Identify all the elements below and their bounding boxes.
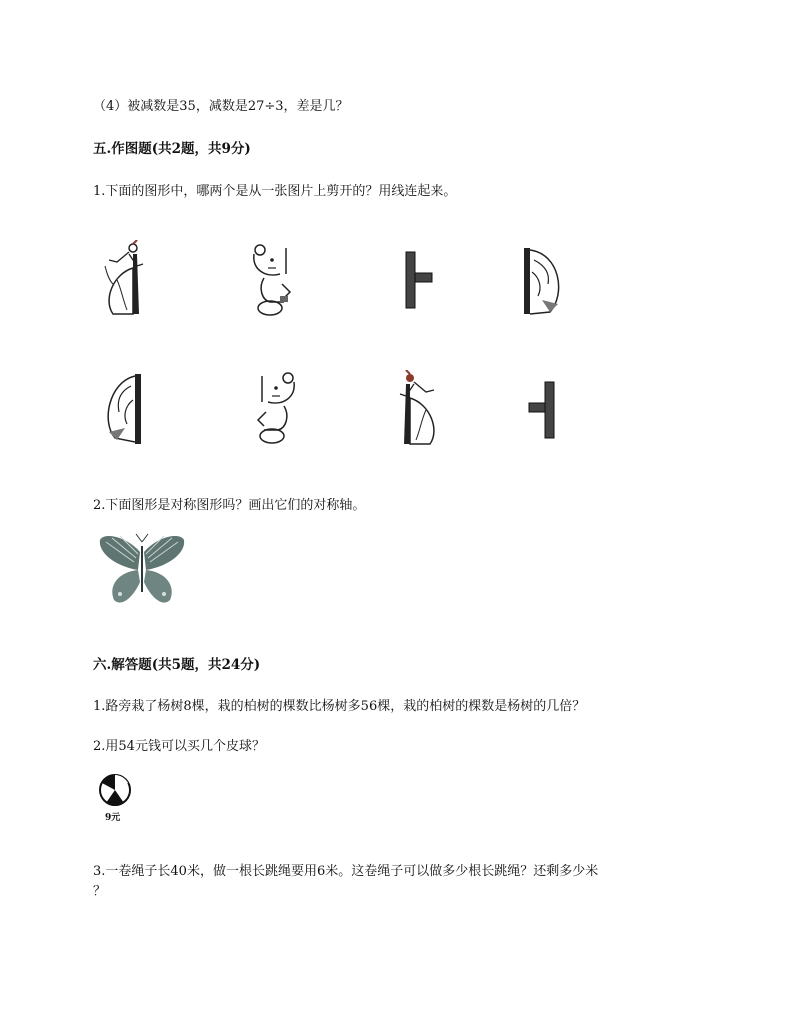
face-half-icon bbox=[520, 244, 564, 320]
section-6-question-3: 3.一卷绳子长40米，做一根长跳绳要用6米。这卷绳子可以做多少根长跳绳？还剩多少米 bbox=[93, 864, 599, 879]
question-4: （4）被减数是35，减数是27÷3，差是几？ bbox=[93, 99, 349, 114]
bar-half-icon bbox=[527, 380, 557, 440]
section-5-heading: 五.作图题(共2题，共9分) bbox=[93, 141, 251, 157]
bear-half-icon bbox=[250, 244, 294, 318]
section-6-question-3-cont: ？ bbox=[93, 884, 107, 899]
section-5-question-2: 2.下面图形是对称图形吗？画出它们的对称轴。 bbox=[93, 498, 366, 513]
section-5-question-1: 1.下面的图形中，哪两个是从一张图片上剪开的？用线连起来。 bbox=[93, 184, 457, 199]
insect-half-icon bbox=[103, 240, 145, 320]
butterfly-icon bbox=[98, 532, 186, 608]
face-half-icon bbox=[103, 372, 147, 448]
bear-half-icon bbox=[254, 372, 298, 446]
bar-half-icon bbox=[404, 250, 434, 310]
insect-half-icon bbox=[398, 370, 440, 450]
ball-icon bbox=[98, 773, 132, 807]
section-6-question-2: 2.用54元钱可以买几个皮球？ bbox=[93, 739, 265, 754]
ball-price: 9元 bbox=[105, 813, 121, 823]
section-6-heading: 六.解答题(共5题，共24分) bbox=[93, 657, 261, 673]
section-6-question-1: 1.路旁栽了杨树8棵，栽的柏树的棵数比杨树多56棵，栽的柏树的棵数是杨树的几倍？ bbox=[93, 699, 586, 714]
